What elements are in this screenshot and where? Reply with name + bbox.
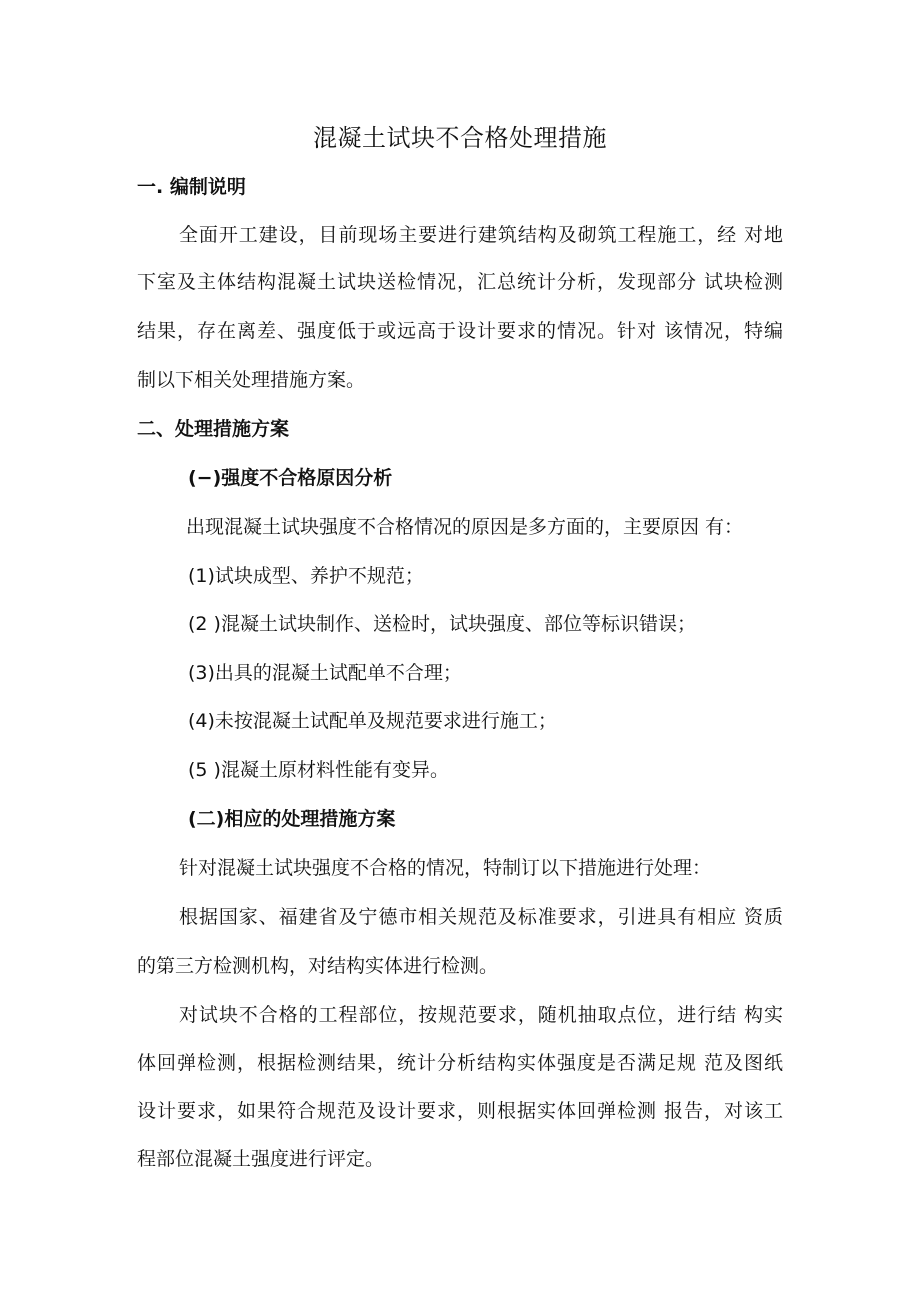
subsection-1-intro: 出现混凝土试块强度不合格情况的原因是多方面的，主要原因 有：: [186, 516, 744, 538]
subsection-2-para-line: 程部位混凝土强度进行评定。: [137, 1148, 385, 1170]
section-1-heading: 一. 编制说明: [137, 176, 246, 198]
section-1-para-line: 结果，存在离差、强度低于或远高于设计要求的情况。针对 该情况，特编: [137, 320, 783, 342]
list-item: (3)出具的混凝土试配单不合理；: [188, 662, 462, 684]
subsection-2-para-line: 对试块不合格的工程部位，按规范要求，随机抽取点位，进行结 构实: [179, 1004, 783, 1026]
subsection-2-para-line: 的第三方检测机构，对结构实体进行检测。: [137, 955, 499, 977]
list-item: (4)未按混凝土试配单及规范要求进行施工；: [188, 710, 557, 732]
section-1-para-line: 制以下相关处理措施方案。: [137, 369, 366, 391]
list-item: (5 )混凝土原材料性能有变异。: [188, 759, 449, 781]
subsection-2-para-line: 体回弹检测，根据检测结果，统计分析结构实体强度是否满足规 范及图纸: [137, 1052, 783, 1074]
subsection-1-heading: (−)强度不合格原因分析: [188, 467, 393, 489]
list-item: (2 )混凝土试块制作、送检时，试块强度、部位等标识错误；: [188, 613, 696, 635]
list-item: (1)试块成型、养护不规范；: [188, 565, 424, 587]
subsection-2-para-line: 设计要求，如果符合规范及设计要求，则根据实体回弹检测 报告，对该工: [137, 1100, 783, 1122]
subsection-2-para: 针对混凝土试块强度不合格的情况，特制订以下措施进行处理：: [179, 857, 712, 879]
section-1-para-line: 下室及主体结构混凝土试块送检情况，汇总统计分析，发现部分 试块检测: [137, 271, 783, 293]
section-2-heading: 二、处理措施方案: [137, 418, 290, 440]
subsection-2-para-line: 根据国家、福建省及宁德市相关规范及标准要求，引进具有相应 资质: [179, 906, 783, 928]
section-1-para-line: 全面开工建设，目前现场主要进行建筑结构及砌筑工程施工，经 对地: [179, 224, 783, 246]
document-title: 混凝土试块不合格处理措施: [313, 124, 607, 152]
subsection-2-heading: (二)相应的处理措施方案: [188, 808, 396, 830]
